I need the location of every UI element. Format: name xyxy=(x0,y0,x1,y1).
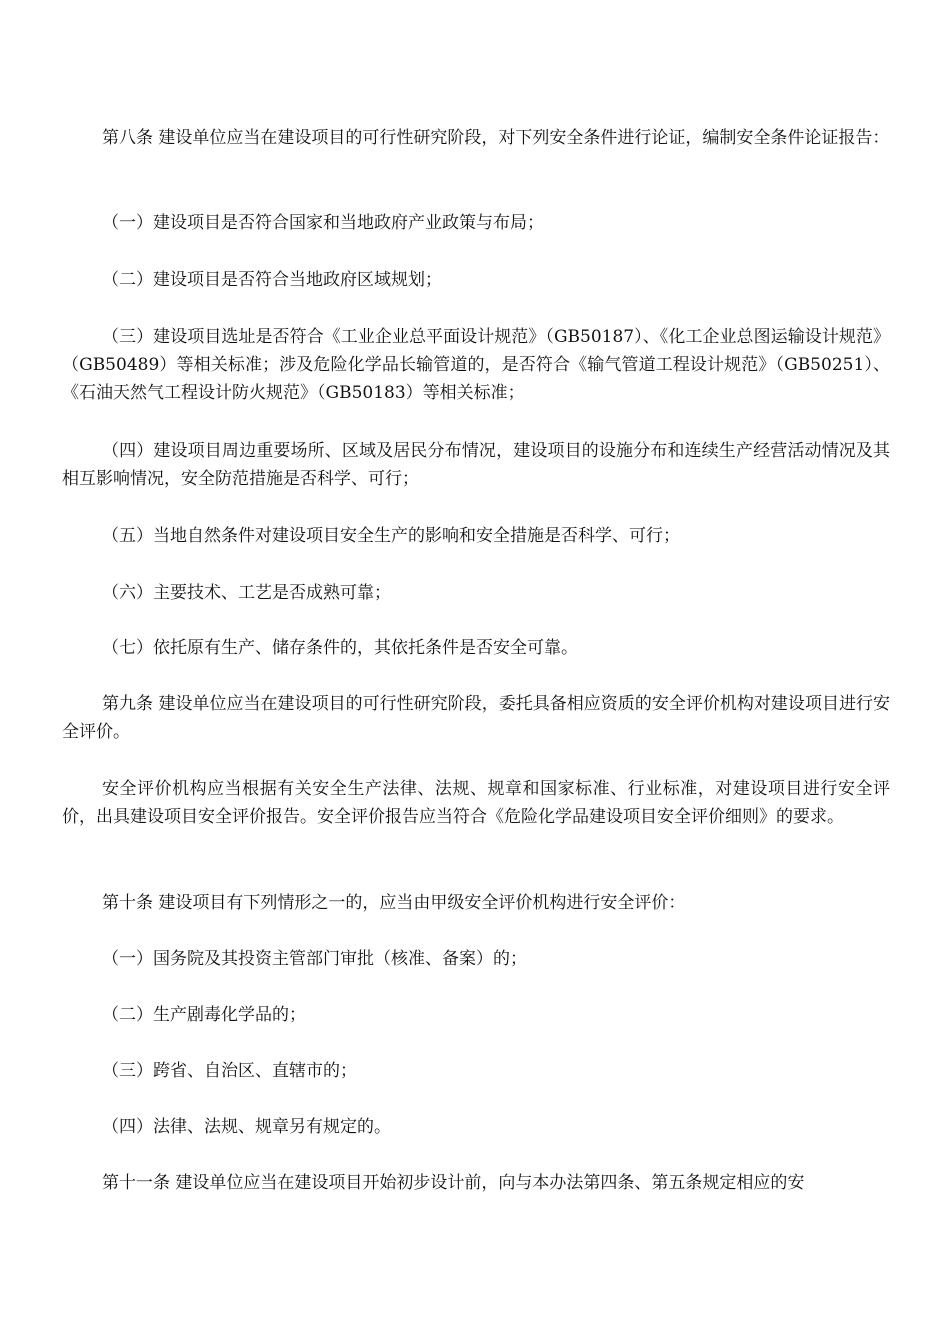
article-10-item-4: （四）法律、法规、规章另有规定的。 xyxy=(102,1117,391,1137)
article-9-paragraph: 第九条 建设单位应当在建设项目的可行性研究阶段，委托具备相应资质的安全评价机构对建设项目进行安全评价。 xyxy=(62,694,890,742)
article-8-item-7: （七）依托原有生产、储存条件的，其依托条件是否安全可靠。 xyxy=(102,638,578,658)
article-11-paragraph: 第十一条 建设单位应当在建设项目开始初步设计前，向与本办法第四条、第五条规定相应的安 xyxy=(102,1173,805,1193)
article-8-item-1: （一）建设项目是否符合国家和当地政府产业政策与布局； xyxy=(102,213,544,233)
article-8-item-3: （三）建设项目选址是否符合《工业企业总平面设计规范》（GB50187）、《化工企业总图运输设计规范》（GB50489）等相关标准；涉及危险化学品长输管道的，是否符合《输气管道工程设计规范》（GB50251）、《石油天然气工程设计防火规范》（GB50183）等相关标准； xyxy=(62,327,890,403)
article-10-item-3: （三）跨省、自治区、直辖市的； xyxy=(102,1061,357,1081)
article-8-item-6: （六）主要技术、工艺是否成熟可靠； xyxy=(102,583,391,603)
article-8-item-5: （五）当地自然条件对建设项目安全生产的影响和安全措施是否科学、可行； xyxy=(102,526,680,546)
article-8-item-2: （二）建设项目是否符合当地政府区域规划； xyxy=(102,270,442,290)
article-8-item-4: （四）建设项目周边重要场所、区域及居民分布情况，建设项目的设施分布和连续生产经营活动情况及其相互影响情况，安全防范措施是否科学、可行； xyxy=(62,441,890,489)
article-10-item-2: （二）生产剧毒化学品的； xyxy=(102,1005,306,1025)
article-10-paragraph: 第十条 建设项目有下列情形之一的，应当由甲级安全评价机构进行安全评价： xyxy=(102,893,686,913)
article-8-paragraph: 第八条 建设单位应当在建设项目的可行性研究阶段，对下列安全条件进行论证，编制安全条件论证报告： xyxy=(102,128,890,148)
article-9-second-paragraph: 安全评价机构应当根据有关安全生产法律、法规、规章和国家标准、行业标准，对建设项目进行安全评价，出具建设项目安全评价报告。安全评价报告应当符合《危险化学品建设项目安全评价细则》的要求。 xyxy=(62,779,890,827)
article-10-item-1: （一）国务院及其投资主管部门审批（核准、备案）的； xyxy=(102,949,527,969)
